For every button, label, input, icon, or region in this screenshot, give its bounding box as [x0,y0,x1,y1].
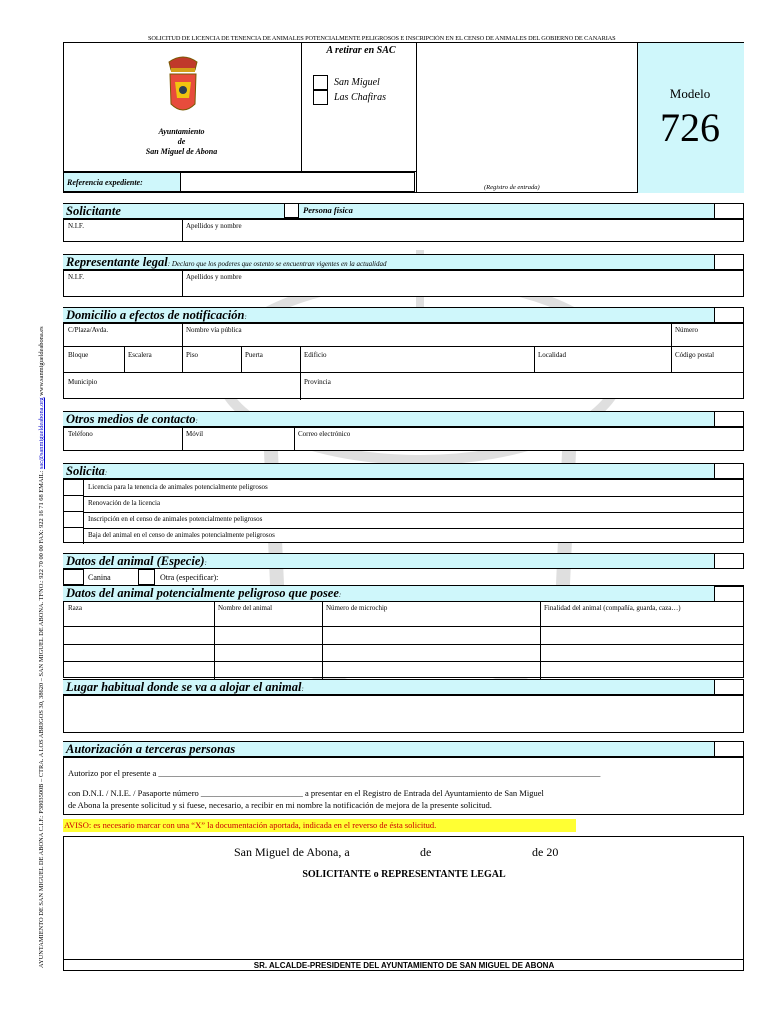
referencia-label: Referencia expediente: [67,178,143,187]
lugar-title [66,680,304,695]
telefono-label: Teléfono [68,430,93,438]
otros-title [66,412,198,427]
domicilio-provincia-label: Provincia [304,378,331,386]
autorizacion-header [63,741,744,757]
domicilio-via-label: Nombre vía pública [186,326,242,334]
solicitante-header [63,203,744,219]
solicita-colon: : [104,469,108,477]
domicilio-cp-label: Código postal [675,351,715,359]
lugar-field[interactable] [63,695,744,733]
domicilio-piso-label: Piso [186,351,199,359]
animal-title [66,586,341,601]
form-title: SOLICITUD DE LICENCIA DE TENENCIA DE ANIMALES POTENCIALMENTE PELIGROSOS E INSCRIPCIÓN EN EL CENSO DE ANIMALES DEL GOBIERNO DE CANARIAS [148,35,616,42]
checkbox-solicita-renovacion[interactable] [63,495,84,512]
checkbox-canina[interactable] [63,569,84,585]
representante-apellidos-label: Apellidos y nombre [186,273,242,281]
retirar-sac-label: A retirar en SAC [326,45,396,56]
representante-title-text: Representante legal [66,255,168,269]
domicilio-puerta-label: Puerta [245,351,263,359]
otros-colon: : [195,417,198,425]
autorizacion-line-2: con D.N.I. / N.I.E. / Pasaporte número ________________________ a presentar en el Registro de Entrada del Ayuntamiento de San Miguel [68,788,544,798]
lugar-extra-box [714,679,744,695]
side-email-link[interactable]: sac@sanmigueldeabona.org [38,397,45,470]
sac-san-miguel-label: San Miguel [334,77,380,88]
animal-col-raza: Raza [68,604,82,612]
representante-title [66,255,387,270]
domicilio-calle-label: C/Plaza/Avda. [68,326,109,334]
otros-extra-box [714,411,744,427]
solicita-header [63,463,744,479]
canina-label: Canina [88,573,111,582]
animal-col-finalidad: Finalidad del animal (compañía, guarda, caza…) [544,604,681,612]
solicita-option-2: Renovación de la licencia [88,499,161,507]
firma-destinatario: SR. ALCALDE-PRESIDENTE DEL AYUNTAMIENTO DE SAN MIGUEL DE ABONA [64,959,744,971]
animal-header [63,586,744,602]
otra-especie-label: Otra (especificar): [160,573,219,582]
solicita-options [63,479,744,543]
animal-col-microchip: Número de microchip [326,604,388,612]
solicita-option-3: Inscripción en el censo de animales potencialmente peligrosos [88,515,263,523]
domicilio-colon: : [244,313,247,321]
modelo-number: 726 [660,105,720,150]
ayto-line-1: Ayuntamiento [158,127,205,136]
solicita-title-text: Solicita [66,464,105,478]
checkbox-persona-fisica[interactable] [284,203,299,218]
domicilio-extra-box [714,307,744,323]
checkbox-solicita-baja[interactable] [63,527,84,543]
persona-fisica-label: Persona física [303,205,353,215]
solicitante-fields [63,219,744,242]
solicita-option-1: Licencia para la tenencia de animales potencialmente peligrosos [88,483,268,491]
representante-extra-box [714,254,744,270]
modelo-label: Modelo [669,86,711,101]
autorizacion-extra-box [714,741,744,757]
domicilio-title [66,308,247,323]
domicilio-bloque-label: Bloque [68,351,89,359]
especie-title [66,554,207,569]
domicilio-header [63,307,744,323]
registro-entrada-label: (Registro de entrada) [484,184,540,191]
side-address-text [38,168,45,968]
domicilio-escalera-label: Escalera [128,351,152,359]
otros-title-text: Otros medios de contacto [66,412,196,426]
correo-label: Correo electrónico [298,430,351,438]
checkbox-sac-san-miguel[interactable] [313,75,328,90]
firma-block [63,836,744,971]
representante-declaration: : Declaro que los poderes que ostento se encuentran vigentes en la actualidad [167,260,387,268]
checkbox-sac-las-chafiras[interactable] [313,90,328,105]
firma-de-2: de 20 [532,845,559,859]
autorizacion-line-1: Autorizo por el presente a ________________________________________________________________________________________________________ [68,768,601,778]
autorizacion-line-3: de Abona la presente solicitud y si fuese, necesario, a recibir en mi nombre la notificación de mejora de la presente solicitud. [68,800,492,810]
checkbox-solicita-inscripcion[interactable] [63,511,84,528]
animal-title-text: Datos del animal potencialmente peligroso que posee [66,586,339,600]
solicitante-nif-label: N.I.F. [68,222,84,230]
checkbox-solicita-licencia[interactable] [63,479,84,496]
animal-table [63,601,744,678]
representante-header [63,254,744,270]
domicilio-localidad-label: Localidad [538,351,566,359]
firma-cargo: SOLICITANTE o REPRESENTANTE LEGAL [302,869,506,880]
checkbox-otra-especie[interactable] [138,569,155,585]
aviso-text: AVISO: es necesario marcar con una “X” la documentación aportada, indicada en el reverso de ésta solicitud. [64,820,437,830]
solicitante-extra-box [714,203,744,219]
representante-fields [63,270,744,297]
movil-label: Móvil [186,430,204,438]
side-address: AYUNTAMIENTO DE SAN MIGUEL DE ABONA C.I.F.: P3803500B – CTRA. A LOS ABRIGOS 30, 38620 – SAN MIGUEL DE ABONA. TFNO.: 922 70 00 00 FAX: 922 16 71 68 EMAIL: [38,470,45,968]
especie-header [63,553,744,569]
otros-header [63,411,744,427]
domicilio-numero-label: Número [675,326,698,334]
ayto-line-3: San Miguel de Abona [145,147,218,156]
domicilio-fields [63,323,744,399]
lugar-title-text: Lugar habitual donde se va a alojar el animal [66,680,302,694]
especie-title-text: Datos del animal (Especie) [66,554,205,568]
solicitante-apellidos-label: Apellidos y nombre [186,222,242,230]
animal-extra-box [714,586,744,602]
autorizacion-title: Autorización a terceras personas [66,742,236,756]
animal-col-nombre: Nombre del animal [218,604,273,612]
representante-nif-label: N.I.F. [68,273,84,281]
lugar-colon: : [301,685,304,693]
firma-lugar: San Miguel de Abona, a [234,845,350,859]
domicilio-title-text: Domicilio a efectos de notificación [66,308,245,322]
solicita-title [66,464,107,479]
ayuntamiento-label [63,127,300,157]
firma-de-1: de [420,845,432,859]
animal-colon: : [338,591,342,599]
solicitante-title: Solicitante [66,204,121,218]
ayto-line-2: de [177,137,186,146]
side-web: www.sanmigueldeabona.es [38,326,45,396]
referencia-expediente-row [63,172,181,192]
domicilio-edificio-label: Edificio [304,351,327,359]
referencia-expediente-field[interactable] [181,172,415,192]
solicita-option-4: Baja del animal en el censo de animales potencialmente peligrosos [88,531,275,539]
solicita-extra-box [714,463,744,479]
especie-colon: : [204,559,207,567]
especie-extra-box [714,553,744,569]
otros-fields [63,427,744,451]
autorizacion-body [63,757,744,815]
lugar-header [63,679,744,695]
coat-of-arms-icon [163,52,203,122]
sac-las-chafiras-label: Las Chafiras [334,92,386,103]
domicilio-municipio-label: Municipio [68,378,98,386]
